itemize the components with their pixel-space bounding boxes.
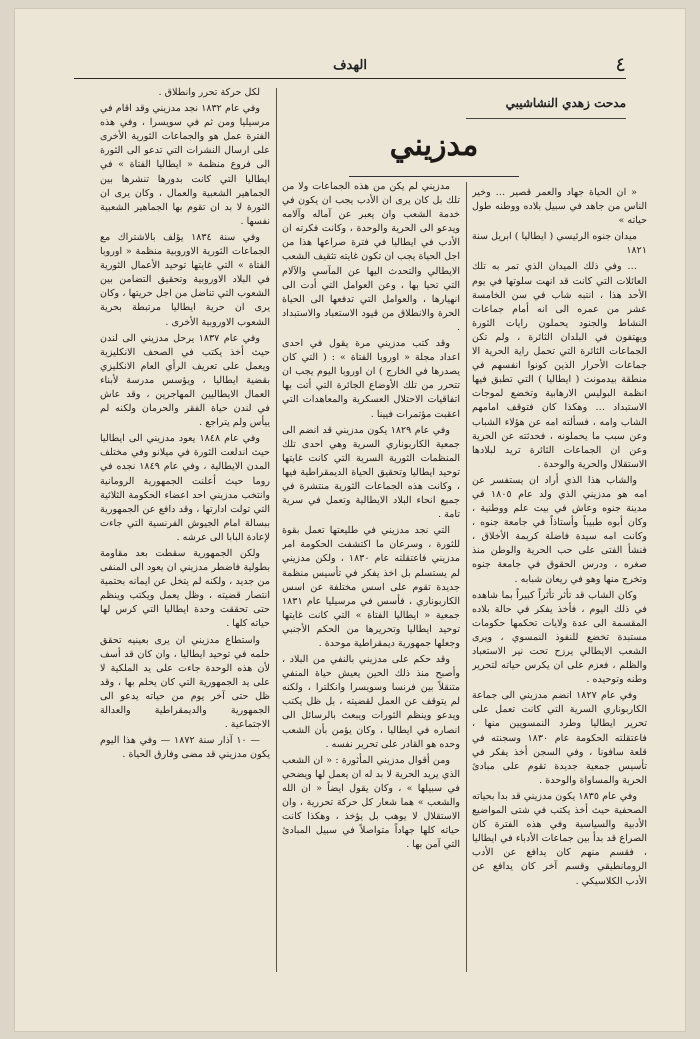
paragraph: وفي سنة ١٨٣٤ يؤلف بالاشتراك مع الجماعات الثورية الاوروبية منظمة « اوروبا الفتاة » التي غايتها توحيد الأعمال الثورية في البلاد الاوروبية وتحقيق التضامن بين الشعوب التي تناضل من اجل حريتها ، وكان يرى ان حرية ايطاليا مرتبطة بحرية الشعوب الاوروبية الأخرى . bbox=[100, 231, 270, 328]
column-divider bbox=[466, 182, 467, 972]
paragraph: واستطاع مدزيني ان يرى بعينيه تحقق حلمه في توحيد ايطاليا ، وان كان قد أسف لأن هذه الوحدة جاءت على يد الملكية لا على يد الجمهورية التي كان يحلم بها ، وقد ظل حتى آخر يوم من حياته يدعو الى الجمهورية والديمقراطية والعدالة الاجتماعية . bbox=[100, 634, 270, 731]
paragraph: التي نجد مدزيني في طليعتها تعمل بقوة للثورة ، وسرعان ما اكتشفت الحكومة امر مدزيني فاعتقلته عام ١٨٣٠ ، ولكن مدزيني لم يستسلم بل اخذ يفكر في تأسيس منظمة جديدة تقوم على اسس مختلفة عن اسس الكاربوناري ، فأسس في مرسيليا عام ١٨٣١ جمعية « ايطاليا الفتاة » التي كانت غايتها توحيد ايطاليا وتحريرها من الحكم الأجنبي وجعلها جمهورية ديمقراطية موحدة . bbox=[282, 525, 460, 649]
paragraph: « ان الحياة جهاد والعمر قصير … وخير الناس من جاهد في سبيل بلاده ووطنه طول حياته » bbox=[472, 187, 647, 227]
journal-name: الهدف bbox=[333, 58, 367, 73]
paragraph: وفي عام ١٨٣٧ يرحل مدزيني الى لندن حيث أخذ يكتب في الصحف الانكليزية ويعمل على تعريف الرأي العام الانكليزي بقضية ايطاليا ، ويؤسس مدرسة لأبناء العمال الايطاليين المهاجرين ، وقد عاش في لندن حياة الفقر والحرمان ولكنه لم ييأس ولم يتراجع . bbox=[100, 332, 270, 429]
paragraph: والشاب هذا الذي أراد ان يستفسر عن امه هو مدزيني الذي ولد عام ١٨٠٥ في مدينة جنوه وعاش في بيت علم ووطنية ، وكان أبوه طبيباً وأستاذاً في جامعة جنوه ، وكانت امه سيدة فاضلة كريمة الأخلاق ، فنشأ الفتى على حب الحرية والوطن منذ صغره ، ودرس الحقوق في جامعة جنوه وتخرج منها وهو في ريعان شبابه . bbox=[472, 474, 647, 585]
paragraph: وفي عام ١٨٢٧ انضم مدزيني الى جماعة الكاربوناري السرية التي كانت تعمل على تحرير ايطاليا وطرد النمسويين منها ، فاعتقلته الحكومة عام ١٨٣٠ وسجنته في قلعة سافونا ، وفي السجن أخذ يفكر في تأسيس جمعية جديدة تقوم على مبادئ الحرية والمساواة والوحدة . bbox=[472, 690, 647, 786]
author-divider bbox=[466, 118, 626, 119]
paragraph: وفي عام ١٨٢٩ يكون مدزيني قد انضم الى جمعية الكاربوناري السرية وهي احدى تلك المنظمات الثورية السرية التي كانت غايتها توحيد ايطاليا وتحقيق الحياة الديمقراطية فيها ، وكانت هذه الجماعات الثورية منتشرة في جميع انحاء البلاد الايطالية وتعمل في سرية تامة . bbox=[282, 424, 460, 521]
paragraph: مدزيني لم يكن من هذه الجماعات ولا من تلك بل كان يرى ان الأدب يجب ان يكون في خدمة الشعب وان يعبر عن آماله وآلامه ويدعو الى الحرية والوحدة ، وكانت فكرته ان الأدب في ايطاليا في فترة صراعها هذا من اجل الحياة يجب ان تكون غايته تثقيف الشعب الايطالي والتحدث اليها عن المآسي والآلام التي تحيا بها ، وعن العوامل التي أدت الى انهيارها ، والعوامل التي تدفعها الى الحياة الحرة والانطلاق من قيود الاستعباد والاستبداد . bbox=[282, 181, 460, 333]
page-header bbox=[74, 44, 626, 79]
paragraph: وفي عام ١٨٣٥ يكون مدزيني قد بدا بحياته الصحفية حيث أخذ يكتب في شتى المواضيع الأدبية والسياسية وفي هذه الفترة كان الصراع قد بدأ بين جماعات الأدباء في ايطاليا ، فقسم منهم كان يدافع عن الأدب الرومانطيقي وقسم آخر كان يدافع عن الأدب الكلاسيكي . bbox=[472, 790, 647, 887]
paragraph: ميدان جنوه الرئيسي ( ايطاليا ) ابريل سنة ١٨٢١ bbox=[472, 231, 647, 257]
paragraph: وكان الشاب قد تأثر تأثراً كبيراً بما شاهده في ذلك اليوم ، فأخذ يفكر في حالة بلاده المقسمة الى عدة ولايات تحكمها حكومات مستبدة تخضع للنفوذ النمسوي ، ويرى الشعب الايطالي يرزح تحت نير الاستعباد والظلم ، فعزم على ان يكرس حياته لتحرير وطنه وتوحيده . bbox=[472, 589, 647, 686]
paragraph: … وفي ذلك الميدان الذي تمر به تلك العائلات التي كانت قد انهت سلوتها في يوم الأحد هذا ، انتبه شاب في سن الخامسة عشر من عمره الى انه أمام جماعات النشاط والجنود يحملون رايات الثورة ويهتفون في البلدان الثائرة ، ولم تكن الجماعات الثائرة التي تحمل راية الحرية الا جماعات الأحرار الذين كونوا انفسهم في منطقة بيدمونت ( ايطاليا ) التي تطبق فيها انظمة البوليس الارهابية وتخضع لموجات الاستبداد … وهكذا كان فتوقف امامهم الشاب وامه ، فسألته امه عن هؤلاء الشباب وعن سبب ما يحملونه ، فحدثته عن الحرية وعن ان الجماعات الثائرة تريد لبلادها الاستقلال والحرية والوحدة . bbox=[472, 261, 647, 470]
paragraph: وقد حكم على مدزيني بالنفي من البلاد ، وأصبح منذ ذلك الحين يعيش حياة المنفي متنقلاً بين فرنسا وسويسرا وانكلترا ، ولكنه لم يتوقف عن العمل لقضيته ، بل ظل يكتب ويدعو وينظم الثورات ويبعث بالرسائل الى انصاره في ايطاليا ، وكان يؤمن بأن الشعب وحده هو القادر على تحرير نفسه . bbox=[282, 654, 460, 750]
paragraph: لكل حركة تحرر وانطلاق . bbox=[158, 87, 260, 98]
column-left bbox=[100, 86, 270, 966]
column-divider bbox=[276, 88, 277, 972]
column-middle bbox=[282, 180, 460, 970]
paragraph: وفي عام ١٨٤٨ يعود مدزيني الى ايطاليا حيث اندلعت الثورة في ميلانو وفي مختلف المدن الايطالية ، وفي عام ١٨٤٩ نجده في روما حيث أعلنت الجمهورية الرومانية وانتخب مدزيني احد اعضاء الحكومة الثلاثية التي تولت ادارتها ، وقد دافع عن الجمهورية ببسالة امام الجيوش الفرنسية التي جاءت لإعادة البابا الى عرشه . bbox=[100, 433, 270, 543]
page-number: ٤ bbox=[615, 52, 626, 76]
paragraph: وقد كتب مدزيني مرة يقول في احدى اعداد مجلة « اوروبا الفتاة » : ( التي كان يصدرها في الخارج ) ان اوروبا اليوم يجب ان تتحرر من تلك الأوضاع الجائرة التي أتت بها اتفاقيات الاحتلال العسكرية والمعاهدات التي اعقبت مؤتمرات فيينا . bbox=[282, 338, 460, 420]
article-author: مدحت زهدي النشاشيبي bbox=[505, 96, 626, 110]
paragraph: — ١٠ آذار سنة ١٨٧٢ — وفي هذا اليوم يكون مدزيني قد مضى وفارق الحياة . bbox=[100, 735, 270, 761]
article-title: مدزيني bbox=[389, 128, 479, 163]
paragraph: وفي عام ١٨٣٢ نجد مدزيني وقد اقام في مرسيليا ومن ثم في سويسرا ، وفي هذه الفترة عمل هو والجماعات الثورية الأخرى على ارسال النشرات التي تدعو الى الثورة الى فروع منظمة « ايطاليا الفتاة » في ايطاليا التي كانت بدورها تنشرها بين الجماهير الشعبية والعمال ، وكان يرى ان الثورة لا بد ان تقوم بها الجماهير الشعبية نفسها . bbox=[100, 103, 270, 227]
title-divider bbox=[349, 176, 519, 177]
paragraph: ولكن الجمهورية سقطت بعد مقاومة بطولية فاضطر مدزيني ان يعود الى المنفى من جديد ، ولكنه لم يتخل عن ايمانه بحتمية انتصار قضيته ، وظل يعمل ويكتب وينظم حتى تحققت وحدة ايطاليا التي كرس لها حياته كلها . bbox=[100, 548, 270, 630]
column-right bbox=[472, 186, 647, 966]
newspaper-page bbox=[14, 8, 686, 1032]
paragraph: ومن أقوال مدزيني المأثورة : « ان الشعب الذي يريد الحرية لا بد له ان يعمل لها ويضحي في سبيلها » ، وكان يقول ايضاً « ان الله والشعب » هما شعار كل حركة تحررية ، وان الاستقلال لا يوهب بل يؤخذ ، وهكذا كانت حياته كلها جهاداً متواصلاً في سبيل المبادئ التي آمن بها . bbox=[282, 754, 460, 851]
